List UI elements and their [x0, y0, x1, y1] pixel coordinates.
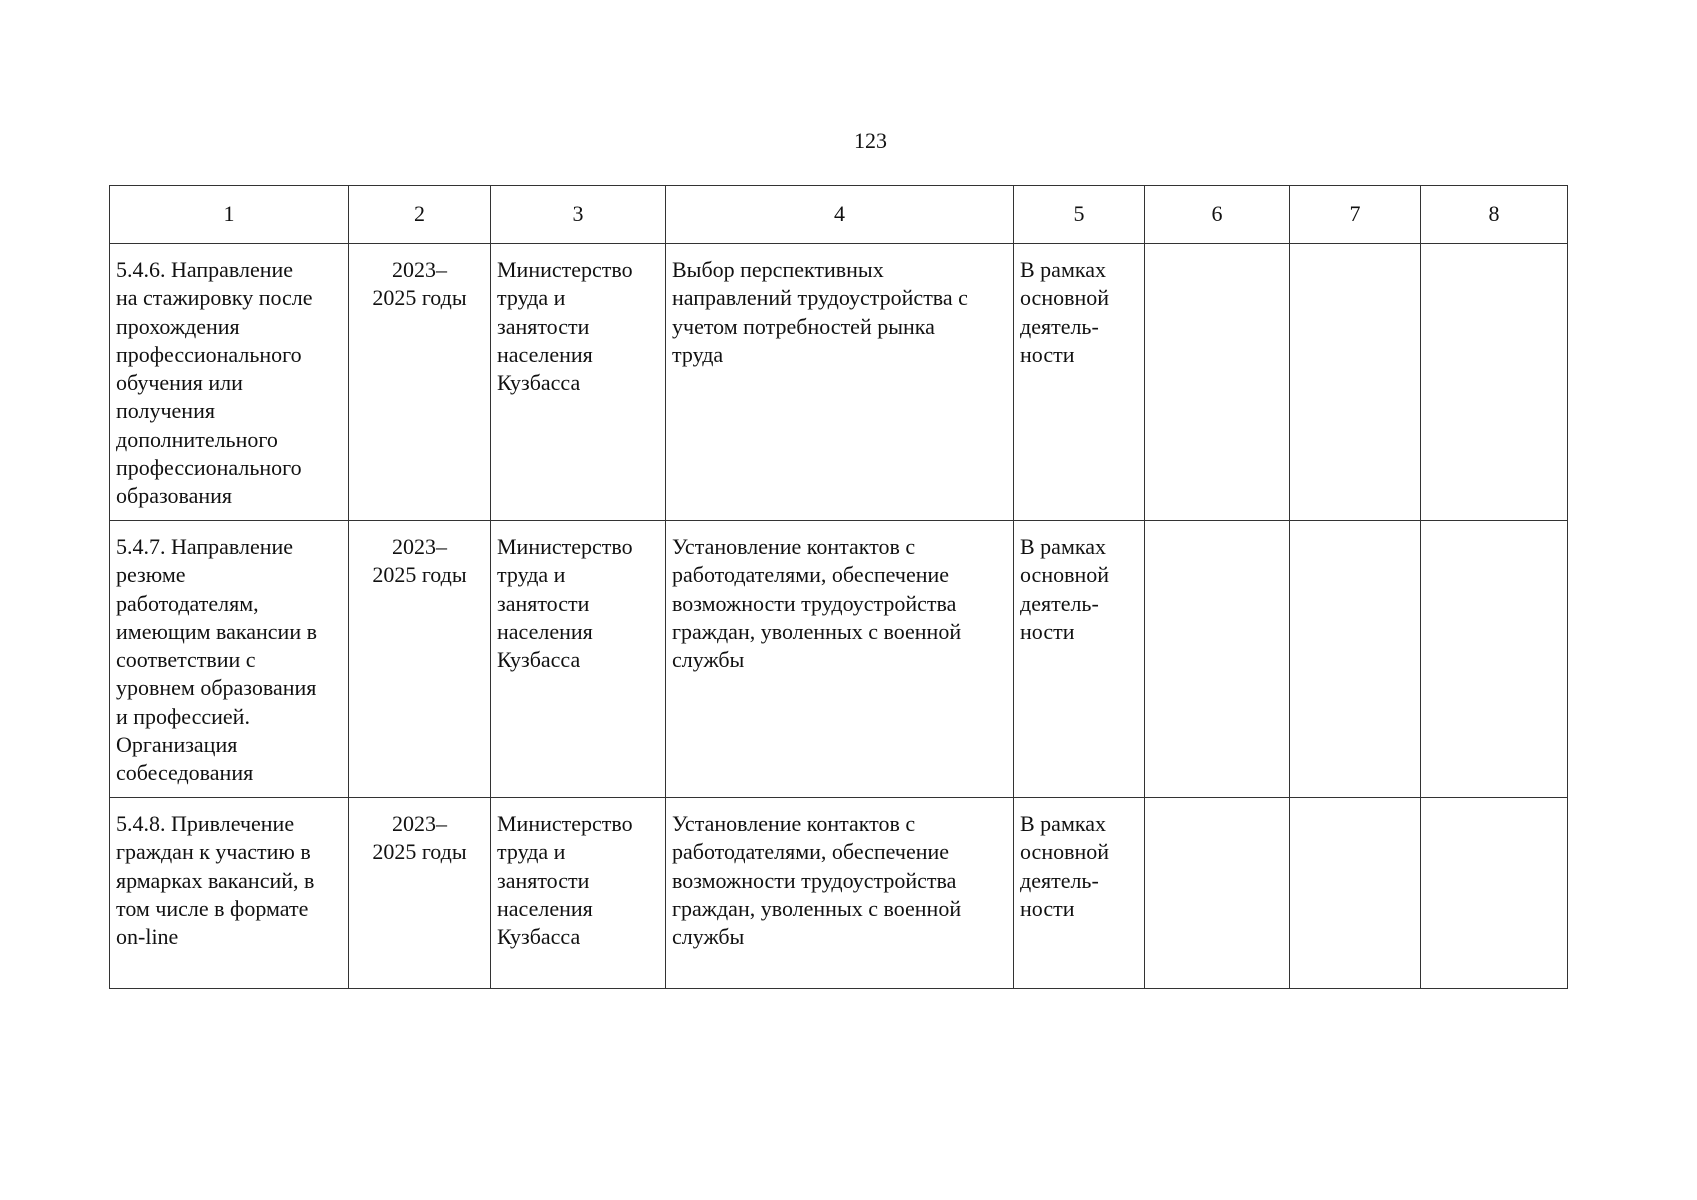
- financing-line: деятель-: [1020, 313, 1099, 339]
- header-cell-6: 6: [1145, 186, 1290, 244]
- financing-cell: [1014, 521, 1145, 798]
- empty-cell-8: [1421, 521, 1568, 798]
- measure-line: имеющим вакансии в: [116, 618, 317, 644]
- page-number: 123: [854, 128, 887, 153]
- result-cell: [666, 521, 1014, 798]
- financing-line: основной: [1020, 839, 1110, 865]
- measure-line: получения: [116, 398, 215, 424]
- measure-line: 5.4.6. Направление: [116, 257, 294, 282]
- executor-line: занятости: [497, 590, 590, 616]
- period-line: 2025 годы: [372, 839, 467, 865]
- measure-line: на стажировку после: [116, 285, 313, 311]
- financing-line: ности: [1020, 341, 1075, 367]
- period-line: 2025 годы: [372, 562, 467, 588]
- measure-line: собеседования: [116, 760, 254, 786]
- empty-cell-7: [1290, 244, 1421, 521]
- header-cell-1: 1: [110, 186, 349, 244]
- measure-line: ярмарках вакансий, в: [116, 867, 315, 893]
- measure-line: профессионального: [116, 341, 302, 367]
- financing-line: основной: [1020, 285, 1110, 311]
- measures-table: [109, 185, 1568, 989]
- table-row: [110, 244, 1568, 521]
- executor-line: занятости: [497, 867, 590, 893]
- result-line: граждан, уволенных с военной: [672, 895, 962, 921]
- executor-line: Министерство: [497, 811, 633, 836]
- result-line: возможности трудоустройства: [672, 590, 957, 616]
- header-cell-3: 3: [491, 186, 666, 244]
- measure-line: образования: [116, 483, 233, 509]
- executor-line: труда и: [497, 562, 566, 588]
- measure-line: Организация: [116, 732, 238, 758]
- financing-line: основной: [1020, 562, 1110, 588]
- financing-line: деятель-: [1020, 590, 1099, 616]
- measure-line: уровнем образования: [116, 675, 317, 701]
- measure-line: прохождения: [116, 313, 240, 339]
- result-cell: [666, 798, 1014, 989]
- header-cell-2: 2: [349, 186, 491, 244]
- period-line: 2023–: [392, 257, 447, 282]
- result-line: работодателями, обеспечение: [672, 839, 950, 865]
- executor-cell: [491, 798, 666, 989]
- financing-cell: [1014, 798, 1145, 989]
- measure-line: 5.4.8. Привлечение: [116, 811, 295, 836]
- result-line: направлений трудоустройства с: [672, 285, 968, 311]
- financing-line: В рамках: [1020, 257, 1106, 282]
- empty-cell-8: [1421, 798, 1568, 989]
- result-line: граждан, уволенных с военной: [672, 618, 962, 644]
- table-row: [110, 798, 1568, 989]
- financing-line: В рамках: [1020, 811, 1106, 836]
- empty-cell-8: [1421, 244, 1568, 521]
- period-line: 2023–: [392, 811, 447, 836]
- header-cell-8: 8: [1421, 186, 1568, 244]
- executor-line: труда и: [497, 285, 566, 311]
- result-line: Выбор перспективных: [672, 257, 884, 282]
- empty-cell-6: [1145, 521, 1290, 798]
- executor-line: Кузбасса: [497, 924, 581, 950]
- result-line: возможности трудоустройства: [672, 867, 957, 893]
- header-cell-5: 5: [1014, 186, 1145, 244]
- executor-line: населения: [497, 618, 593, 644]
- measure-line: 5.4.7. Направление: [116, 534, 294, 559]
- result-line: работодателями, обеспечение: [672, 562, 950, 588]
- measure-line: резюме: [116, 562, 186, 588]
- executor-line: Кузбасса: [497, 647, 581, 673]
- financing-line: ности: [1020, 618, 1075, 644]
- result-line: труда: [672, 341, 724, 367]
- measure-line: профессионального: [116, 455, 302, 481]
- measure-line: соответствии с: [116, 647, 256, 673]
- empty-cell-7: [1290, 798, 1421, 989]
- empty-cell-6: [1145, 244, 1290, 521]
- period-cell: [349, 521, 491, 798]
- result-line: Установление контактов с: [672, 534, 916, 559]
- table-row: [110, 521, 1568, 798]
- executor-line: Министерство: [497, 534, 633, 559]
- period-line: 2025 годы: [372, 285, 467, 311]
- empty-cell-7: [1290, 521, 1421, 798]
- financing-line: В рамках: [1020, 534, 1106, 559]
- period-cell: [349, 798, 491, 989]
- measure-line: on-line: [116, 924, 179, 950]
- measure-line: граждан к участию в: [116, 839, 311, 865]
- result-line: службы: [672, 924, 745, 950]
- period-line: 2023–: [392, 534, 447, 559]
- result-line: службы: [672, 647, 745, 673]
- result-line: Установление контактов с: [672, 811, 916, 836]
- measure-cell: [110, 244, 349, 521]
- measure-line: дополнительного: [116, 426, 278, 452]
- measure-line: работодателям,: [116, 590, 259, 616]
- measure-cell: [110, 798, 349, 989]
- financing-line: ности: [1020, 895, 1075, 921]
- measure-line: обучения или: [116, 370, 243, 396]
- header-cell-7: 7: [1290, 186, 1421, 244]
- executor-line: населения: [497, 895, 593, 921]
- result-cell: [666, 244, 1014, 521]
- financing-cell: [1014, 244, 1145, 521]
- executor-line: труда и: [497, 839, 566, 865]
- header-row: [110, 186, 1568, 244]
- header-cell-4: 4: [666, 186, 1014, 244]
- result-line: учетом потребностей рынка: [672, 313, 935, 339]
- executor-line: населения: [497, 341, 593, 367]
- executor-cell: [491, 244, 666, 521]
- financing-line: деятель-: [1020, 867, 1099, 893]
- executor-cell: [491, 521, 666, 798]
- measure-line: и профессией.: [116, 703, 250, 729]
- measure-cell: [110, 521, 349, 798]
- executor-line: Министерство: [497, 257, 633, 282]
- period-cell: [349, 244, 491, 521]
- executor-line: занятости: [497, 313, 590, 339]
- measure-line: том числе в формате: [116, 895, 309, 921]
- empty-cell-6: [1145, 798, 1290, 989]
- executor-line: Кузбасса: [497, 370, 581, 396]
